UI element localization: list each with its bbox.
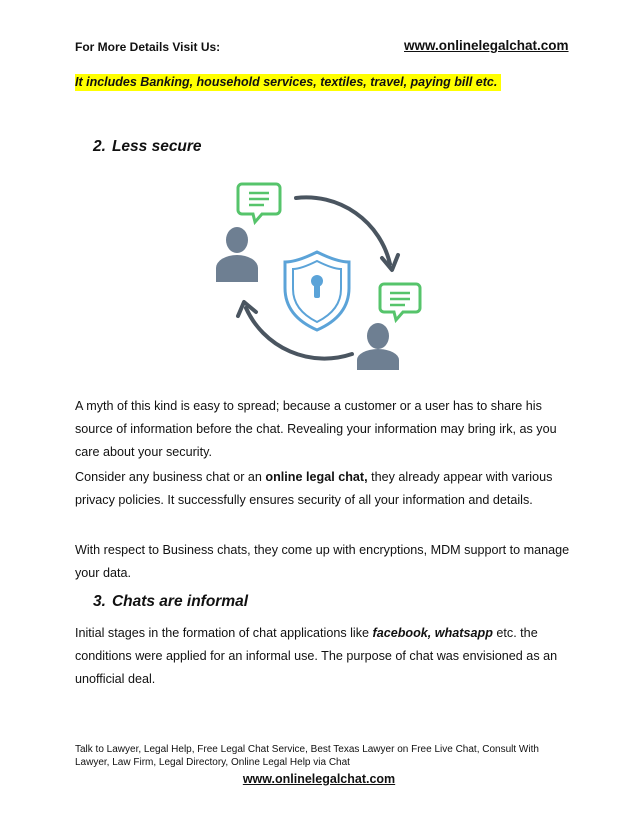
bold-term: online legal chat, [265,470,368,484]
footer-keywords: Talk to Lawyer, Legal Help, Free Legal Chat Service, Best Texas Lawyer on Free Live Chat, Consult With Lawyer, Law Firm, Legal Directory, Online Legal Help via Chat [75,744,539,768]
footer-website-link[interactable]: www.onlinelegalchat.com [242,772,396,786]
chat-bubble-icon [380,284,420,320]
header-website-link[interactable]: www.onlinelegalchat.com [404,38,569,53]
user-icon [357,323,399,370]
shield-lock-icon [285,252,349,330]
cycle-arrow-icon [296,197,398,270]
section-title: Chats are informal [111,593,249,610]
section-number: 3. [93,593,106,610]
section-title: Less secure [111,138,202,155]
text-span: Initial stages in the formation of chat applications like [75,626,373,640]
paragraph-business-chat [75,466,570,512]
text-span: etc. the conditions were applied for an informal use. The purpose of chat was envisioned as an unofficial deal. [75,626,558,686]
chat-bubble-icon [238,184,280,222]
highlighted-line: It includes Banking, household services, textiles, travel, paying bill etc. [75,74,501,91]
bold-term: facebook, whatsapp [372,626,493,640]
paragraph-encryption: With respect to Business chats, they come up with encryptions, MDM support to manage your data. [75,543,570,580]
section-number: 2. [93,138,106,155]
paragraph-informal [75,622,570,691]
user-icon [216,227,258,282]
text-span: Consider any business chat or an [75,470,266,484]
paragraph-myth: A myth of this kind is easy to spread; because a customer or a user has to share his source of information before the chat. Revealing your information may bring irk, as you care about your security. [75,399,557,459]
security-illustration [212,178,422,370]
header-label: For More Details Visit Us: [75,40,221,54]
section-heading-less-secure [93,138,202,156]
section-heading-chats-informal [93,593,248,611]
text-span: they already appear with various privacy policies. It successfully ensures security of all your information and details. [75,470,553,507]
cycle-arrow-icon [238,302,352,359]
